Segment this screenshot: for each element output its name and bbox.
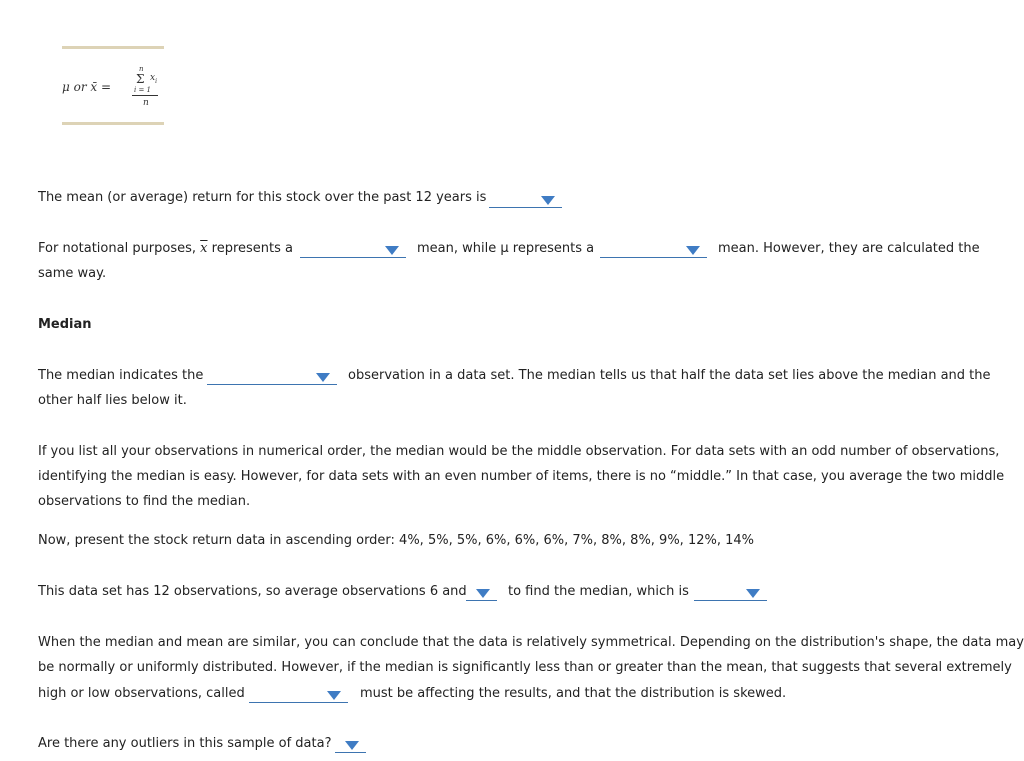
- chevron-down-icon: [476, 589, 490, 598]
- median-paragraph-line-3: observations to find the median.: [38, 494, 251, 509]
- mean-formula: [62, 46, 164, 127]
- outliers-answer-dropdown[interactable]: [335, 738, 366, 753]
- notation-text-1: For notational purposes, $\overline{x}$ represents a: [38, 241, 294, 256]
- median-position-dropdown[interactable]: [207, 370, 337, 385]
- formula-lhs: μ or x̄ =: [62, 80, 112, 94]
- mean-statement: The mean (or average) return for this stock over the past 12 years is: [38, 190, 487, 205]
- formula-bottom-rule: [62, 122, 164, 125]
- skew-paragraph-line-3b: must be affecting the results, and that the distribution is skewed.: [360, 686, 787, 701]
- formula-top-rule: [62, 46, 164, 49]
- median-text-1: The median indicates the: [38, 368, 204, 383]
- chevron-down-icon: [541, 196, 555, 205]
- chevron-down-icon: [686, 246, 700, 255]
- chevron-down-icon: [316, 373, 330, 382]
- skew-paragraph-line-2: be normally or uniformly distributed. However, if the median is significantly less than or greater than the mean, that suggests that several extremely: [38, 660, 1012, 675]
- mean-value-dropdown[interactable]: [489, 193, 562, 208]
- chevron-down-icon: [385, 246, 399, 255]
- formula-denominator: n: [143, 98, 149, 108]
- formula-sum-lower: i = 1: [134, 86, 152, 94]
- notation-text-3: mean. However, they are calculated the: [718, 241, 980, 256]
- skew-paragraph-line-1: When the median and mean are similar, you can conclude that the data is relatively symmetrical. Depending on the distribution's shape, the data may: [38, 635, 1024, 650]
- mu-type-dropdown[interactable]: [600, 243, 707, 258]
- formula-sigma: Σ: [136, 72, 145, 86]
- formula-term: $x_i$: [150, 73, 157, 85]
- median-heading: Median: [38, 317, 92, 332]
- formula-sum-upper: n: [139, 65, 144, 73]
- outlier-term-dropdown[interactable]: [249, 688, 348, 703]
- median-text-3: other half lies below it.: [38, 393, 187, 408]
- chevron-down-icon: [327, 691, 341, 700]
- formula-fraction-bar: [132, 95, 158, 96]
- outliers-question: Are there any outliers in this sample of data?: [38, 736, 332, 751]
- median-paragraph-line-2: identifying the median is easy. However, for data sets with an even number of items, there is no “middle.” In that case, you average the two middle: [38, 469, 1005, 484]
- second-observation-dropdown[interactable]: [466, 586, 497, 601]
- observations-text-1: This data set has 12 observations, so average observations 6 and: [38, 584, 467, 599]
- chevron-down-icon: [746, 589, 760, 598]
- x-bar-symbol: $\overline{x}$: [200, 241, 208, 256]
- median-paragraph-line-1: If you list all your observations in numerical order, the median would be the middle observation. For data sets with an odd number of observations,: [38, 444, 1000, 459]
- median-value-dropdown[interactable]: [694, 586, 767, 601]
- ordered-data-text: Now, present the stock return data in ascending order: 4%, 5%, 5%, 6%, 6%, 6%, 7%, 8%, 8%, 9%, 12%, 14%: [38, 533, 754, 548]
- chevron-down-icon: [345, 741, 359, 750]
- notation-text-2: mean, while μ represents a: [417, 241, 595, 256]
- observations-text-2: to find the median, which is: [508, 584, 689, 599]
- notation-text-4: same way.: [38, 266, 107, 281]
- xbar-type-dropdown[interactable]: [300, 243, 406, 258]
- median-text-2: observation in a data set. The median tells us that half the data set lies above the median and the: [348, 368, 991, 383]
- skew-paragraph-line-3a: high or low observations, called: [38, 686, 245, 701]
